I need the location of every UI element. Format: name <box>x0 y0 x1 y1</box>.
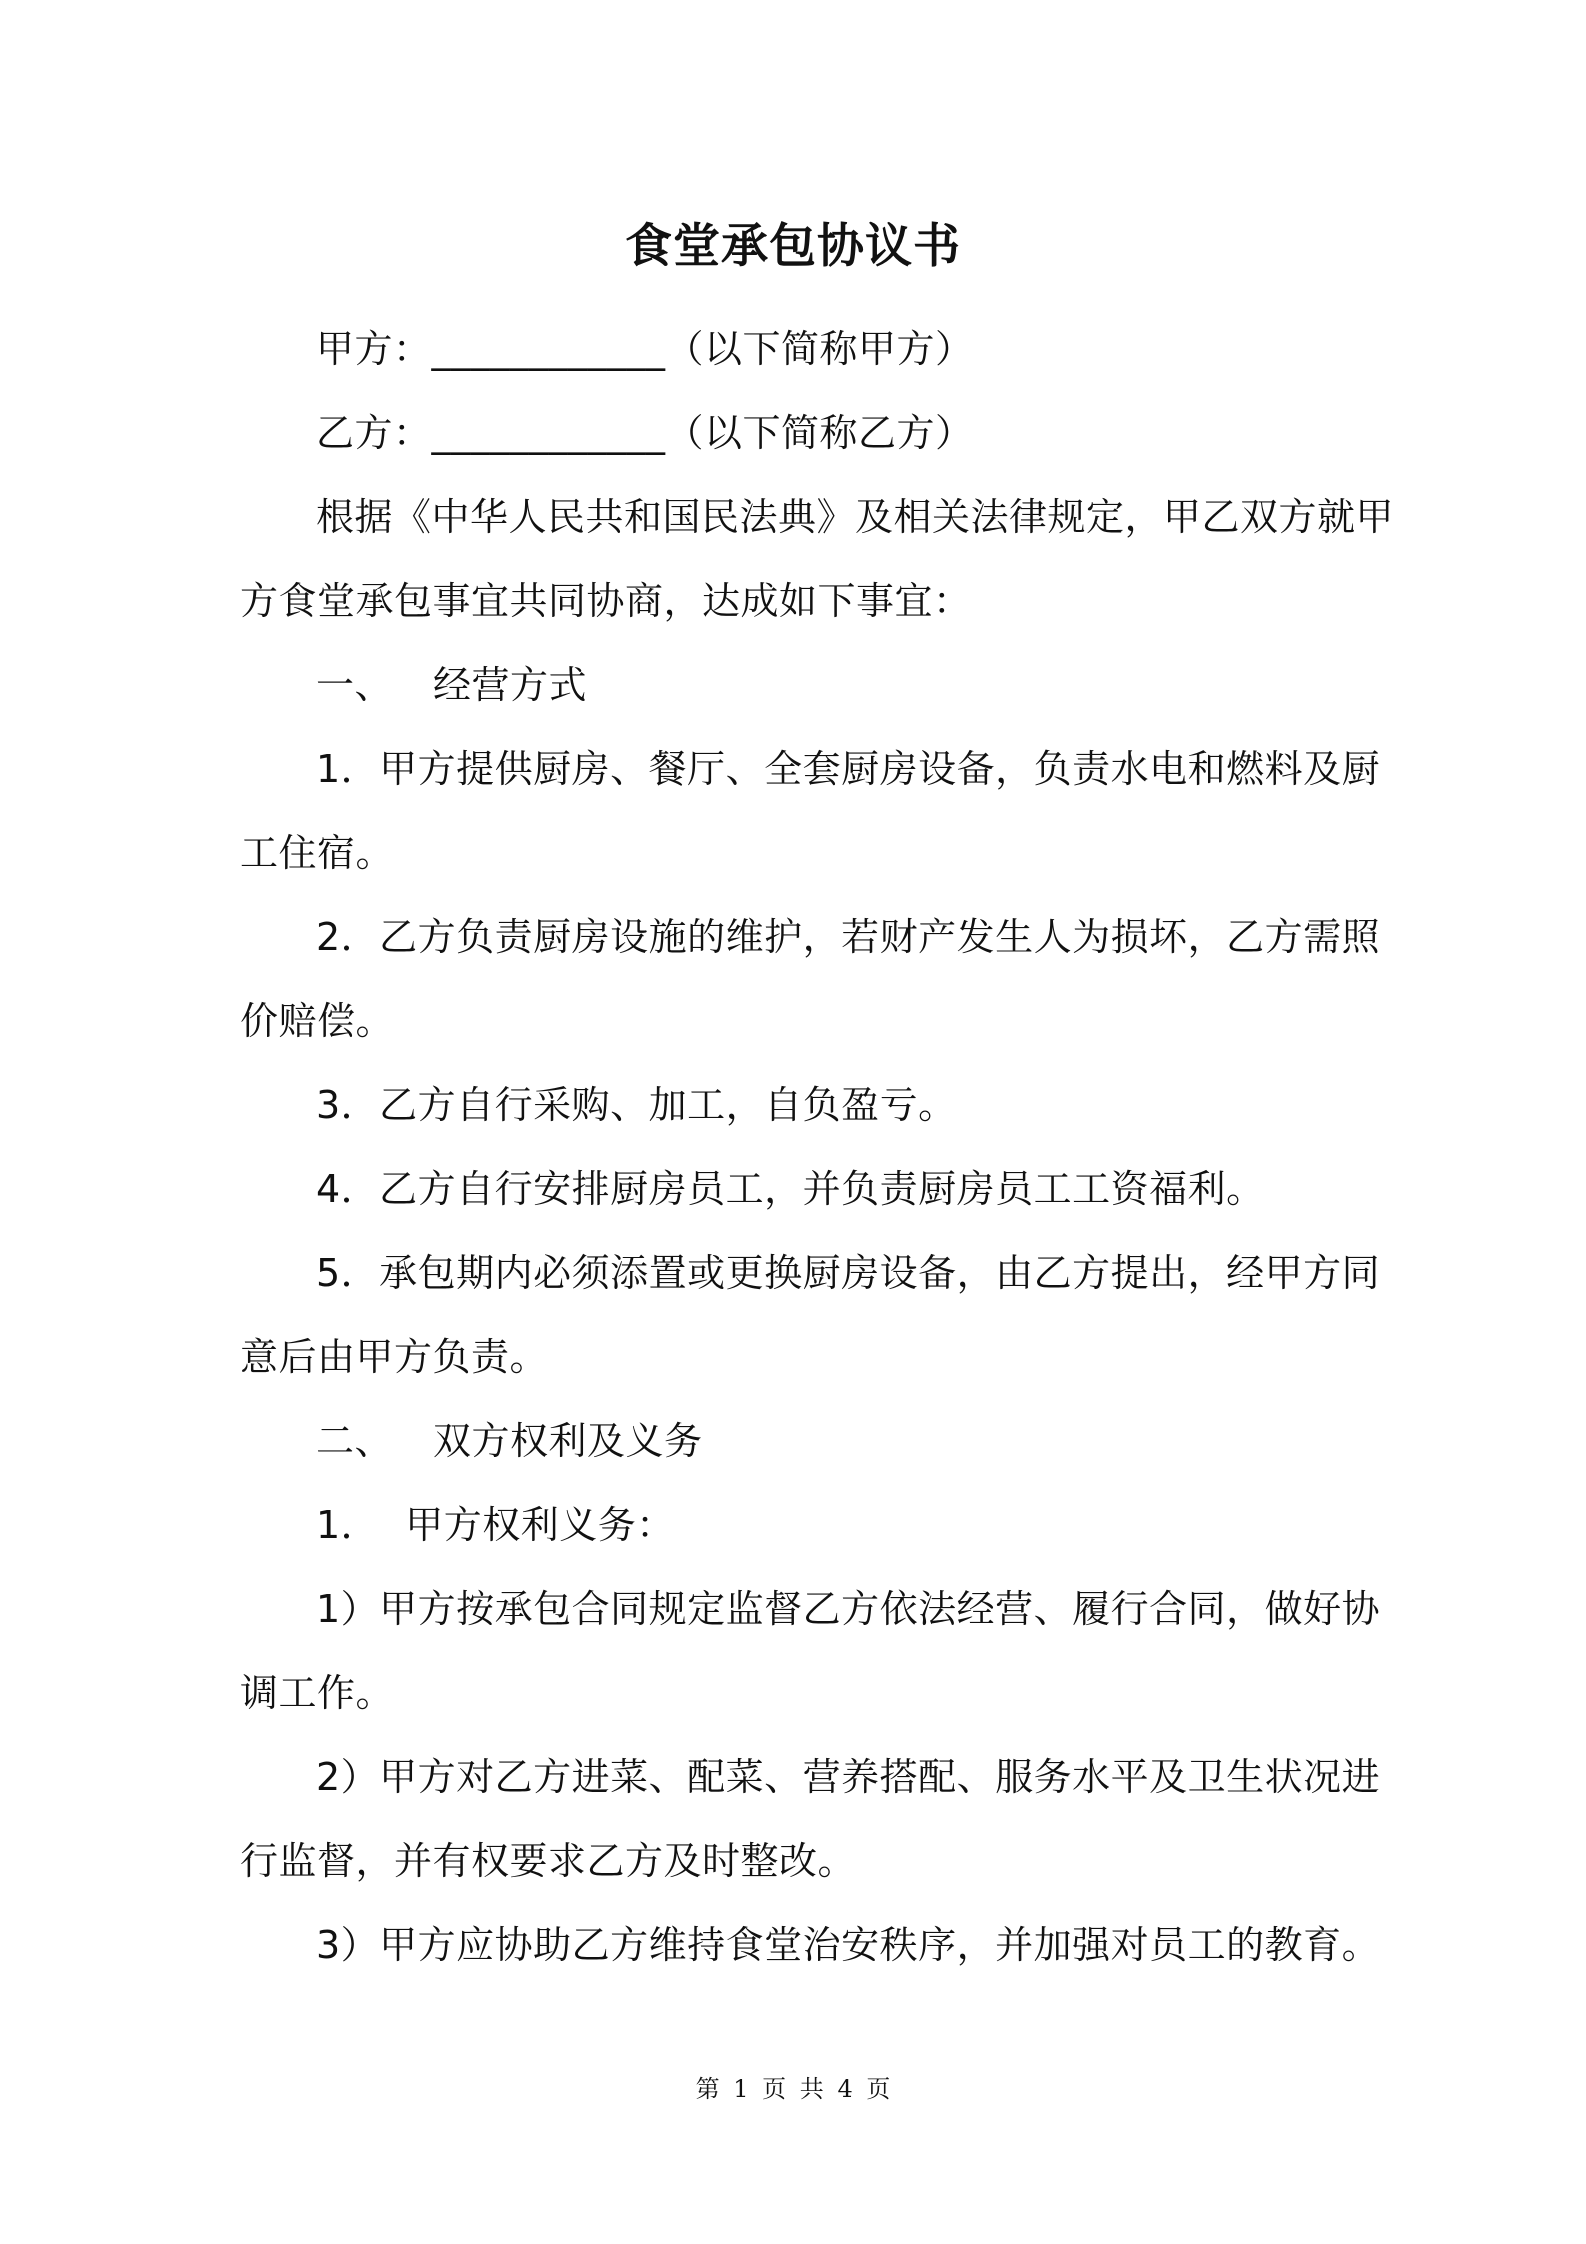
page-footer: 第 1 页 共 4 页 <box>695 2075 891 2103</box>
section-2-item-1-line-1: 1）甲方按承包合同规定监督乙方依法经营、履行合同，做好协 <box>316 1587 1381 1631</box>
party-a-blank: ____________ <box>431 327 666 371</box>
party-b-blank: ____________ <box>431 411 666 455</box>
section-2-sub-1-title: 甲方权利义务： <box>405 1503 675 1547</box>
section-2-sub-1-number: 1． <box>316 1503 380 1547</box>
party-b-line <box>316 406 1360 460</box>
party-b-note: （以下简称乙方） <box>665 411 974 455</box>
section-2-item-1-line-2: 调工作。 <box>240 1671 395 1715</box>
section-1-item-4: 4．乙方自行安排厨房员工，并负责厨房员工工资福利。 <box>316 1167 1265 1211</box>
section-1-item-1-line-2: 工住宿。 <box>240 831 395 875</box>
party-a-label: 甲方： <box>316 327 432 371</box>
section-2-title: 双方权利及义务 <box>433 1419 703 1463</box>
section-1-number: 一、 <box>316 663 394 707</box>
section-1-item-2-line-2: 价赔偿。 <box>240 999 395 1043</box>
intro-line-2: 方食堂承包事宜共同协商，达成如下事宜： <box>240 579 972 623</box>
section-2-sub-1-heading <box>316 1498 1360 1552</box>
section-2-item-3: 3）甲方应协助乙方维持食堂治安秩序，并加强对员工的教育。 <box>316 1923 1381 1967</box>
party-a-note: （以下简称甲方） <box>665 327 974 371</box>
section-1-item-2-line-1: 2．乙方负责厨房设施的维护，若财产发生人为损坏，乙方需照 <box>316 915 1381 959</box>
intro-line-1: 根据《中华人民共和国民法典》及相关法律规定，甲乙双方就甲 <box>316 495 1395 539</box>
section-2-item-2-line-2: 行监督，并有权要求乙方及时整改。 <box>240 1839 857 1883</box>
party-b-label: 乙方： <box>316 411 432 455</box>
document-title: 食堂承包协议书 <box>625 219 961 274</box>
section-1-item-3: 3．乙方自行采购、加工，自负盈亏。 <box>316 1083 957 1127</box>
section-1-item-5-line-2: 意后由甲方负责。 <box>240 1335 549 1379</box>
section-2-number: 二、 <box>316 1419 394 1463</box>
section-2-item-2-line-1: 2）甲方对乙方进菜、配菜、营养搭配、服务水平及卫生状况进 <box>316 1755 1381 1799</box>
section-1-title: 经营方式 <box>433 663 588 707</box>
section-1-item-1-line-1: 1．甲方提供厨房、餐厅、全套厨房设备，负责水电和燃料及厨 <box>316 747 1381 791</box>
section-1-heading <box>316 658 1360 712</box>
section-1-item-5-line-1: 5．承包期内必须添置或更换厨房设备，由乙方提出，经甲方同 <box>316 1251 1381 1295</box>
party-a-line <box>316 322 1360 376</box>
section-2-heading <box>316 1414 1360 1468</box>
